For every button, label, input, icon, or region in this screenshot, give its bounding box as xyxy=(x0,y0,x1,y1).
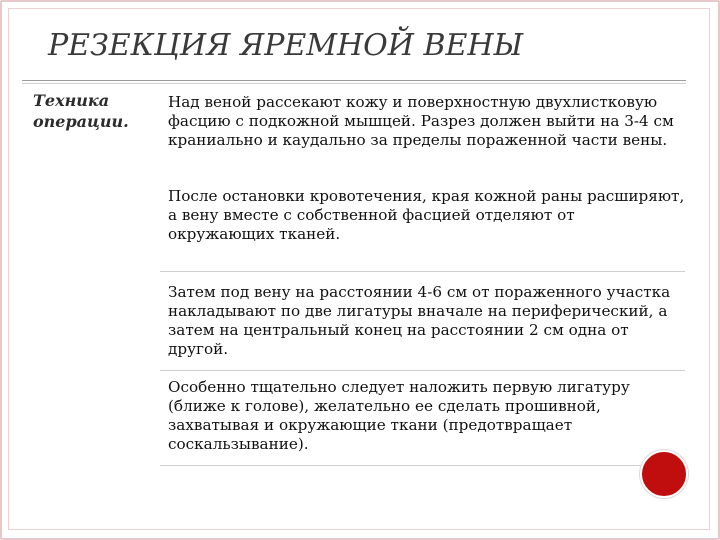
step-divider xyxy=(160,370,685,371)
step-text-3: Затем под вену на расстоянии 4-6 см от пораженного участка накладывают по две лигатуры вначале на периферический, а затем на центральный конец на расстоянии 2 см одна от другой. xyxy=(168,283,671,358)
step-text-4: Особенно тщательно следует наложить первую лигатуру (ближе к голове), желательно ее сделать прошивной, захватывая и окружающие ткани (предотвращает соскальзывание). xyxy=(168,378,630,453)
decorative-red-circle xyxy=(640,450,688,498)
slide-title: РЕЗЕКЦИЯ ЯРЕМНОЙ ВЕНЫ xyxy=(48,28,524,63)
step-text-1: Над веной рассекают кожу и поверхностную двухлистковую фасцию с подкожной мышцей. Разрез должен выйти на 3-4 см краниально и каудально за пределы пораженной части вены. xyxy=(168,93,674,149)
section-label: Техника операции. xyxy=(33,91,129,131)
title-divider-secondary xyxy=(22,83,686,84)
step-text-2: После остановки кровотечения, края кожной раны расширяют, а вену вместе с собственной фасцией отделяют от окружающих тканей. xyxy=(168,187,685,243)
step-divider xyxy=(160,271,685,272)
title-divider xyxy=(22,80,686,81)
step-divider xyxy=(160,465,685,466)
